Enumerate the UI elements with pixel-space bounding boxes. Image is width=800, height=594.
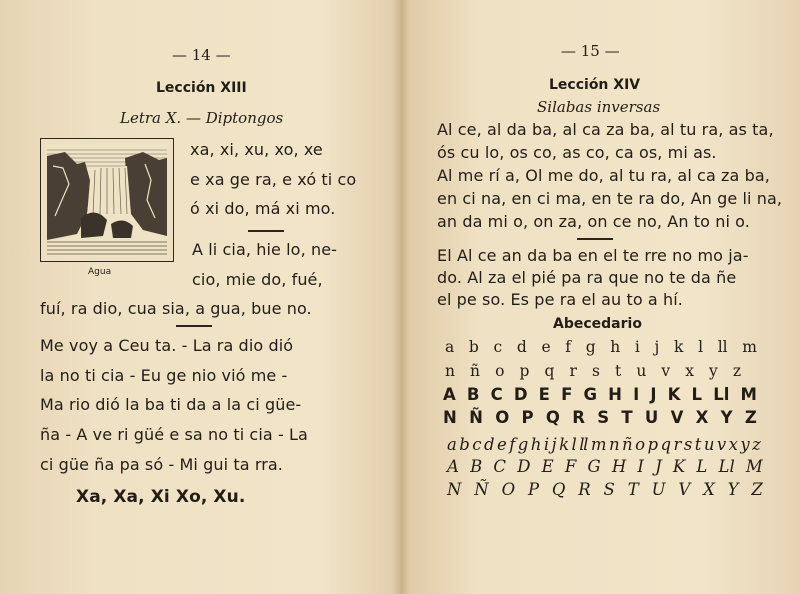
- syllable-line: Al me rí a, Ol me do, al tu ra, al ca za ba,: [437, 166, 770, 185]
- syllable-line: ós cu lo, os co, as co, ca os, mi as.: [437, 143, 717, 162]
- text-line: cio, mie do, fué,: [192, 270, 323, 289]
- alphabet-letter: Ll: [718, 457, 735, 476]
- text-line: ci güe ña pa só - Mi gui ta rra.: [40, 455, 283, 474]
- text-line: e xa ge ra, e xó ti co: [190, 170, 357, 189]
- alphabet-letter: c: [493, 338, 503, 356]
- alphabet-letter: M: [745, 457, 763, 476]
- lesson-subtitle: Letra X. — Diptongos: [120, 109, 284, 127]
- alphabet-letter: U: [644, 408, 659, 427]
- alphabet-title: Abecedario: [553, 316, 642, 332]
- divider: [176, 325, 212, 327]
- alphabet-letter: ll: [717, 338, 728, 356]
- alphabet-letter: e: [541, 338, 551, 356]
- alphabet-letter: J: [655, 457, 662, 476]
- alphabet-letter: F: [561, 385, 573, 404]
- alphabet-letter: D: [517, 457, 531, 476]
- alphabet-letter: I: [633, 385, 640, 404]
- alphabet-letter: G: [583, 385, 598, 404]
- waterfall-landscape-icon: [46, 144, 168, 256]
- text-line: la no ti cia - Eu ge nio vió me -: [40, 366, 288, 385]
- alphabet-letter: J: [650, 385, 657, 404]
- alphabet-letter: b: [468, 338, 479, 356]
- alphabet-letter: Z: [744, 408, 757, 427]
- alphabet-letter: X: [703, 480, 715, 499]
- alphabet-letter: K: [672, 457, 686, 476]
- alphabet-letter: K: [667, 385, 681, 404]
- alphabet-letter: g: [585, 338, 596, 356]
- alphabet-letter: L: [696, 457, 708, 476]
- alphabet-letter: s: [591, 362, 600, 380]
- alphabet-letter: O: [501, 480, 516, 499]
- alphabet-row-italic-upper-n: [447, 480, 763, 499]
- alphabet-letter: A: [447, 457, 459, 476]
- alphabet-letter: D: [513, 385, 528, 404]
- alphabet-letter: Y: [720, 408, 733, 427]
- alphabet-letter: v: [661, 362, 671, 380]
- alphabet-letter: S: [603, 480, 615, 499]
- illustration-frame: [40, 138, 174, 262]
- alphabet-letter: Ll: [713, 385, 730, 404]
- alphabet-letter: p: [519, 362, 530, 380]
- alphabet-row-upper-n: [443, 408, 757, 427]
- alphabet-letter: V: [670, 408, 684, 427]
- alphabet-letter: h: [610, 338, 621, 356]
- alphabet-letter: u: [636, 362, 647, 380]
- alphabet-letter: y: [709, 362, 718, 380]
- alphabet-letter: f: [565, 338, 572, 356]
- alphabet-letter: m: [742, 338, 757, 356]
- alphabet-letter: F: [564, 457, 577, 476]
- alphabet-letter: P: [521, 408, 534, 427]
- alphabet-letter: r: [569, 362, 577, 380]
- alphabet-letter: M: [740, 385, 757, 404]
- alphabet-row-italic-upper-a: [447, 457, 763, 476]
- alphabet-letter: P: [527, 480, 540, 499]
- text-line: ña - A ve ri güé e sa no ti cia - La: [40, 425, 308, 444]
- alphabet-letter: N: [447, 480, 462, 499]
- alphabet-letter: C: [490, 385, 503, 404]
- alphabet-row-lower-n: [445, 362, 741, 380]
- lesson-subtitle: Silabas inversas: [537, 98, 661, 116]
- alphabet-letter: n: [445, 362, 455, 380]
- alphabet-letter: H: [611, 457, 627, 476]
- divider: [577, 238, 613, 240]
- alphabet-letter: o: [495, 362, 505, 380]
- alphabet-letter: H: [608, 385, 622, 404]
- final-line: Xa, Xa, Xi Xo, Xu.: [76, 487, 246, 507]
- alphabet-letter: T: [621, 408, 633, 427]
- alphabet-letter: R: [572, 408, 585, 427]
- alphabet-letter: I: [637, 457, 644, 476]
- alphabet-letter: d: [516, 338, 527, 356]
- alphabet-letter: E: [538, 385, 550, 404]
- alphabet-letter: z: [732, 362, 741, 380]
- page-number: — 14 —: [172, 46, 231, 64]
- alphabet-letter: S: [597, 408, 610, 427]
- sentence-line: el pe so. Es pe ra el au to a hí.: [437, 290, 683, 309]
- text-line: A li cia, hie lo, ne-: [192, 240, 338, 259]
- syllable-line: en ci na, en ci ma, en te ra do, An ge li na,: [437, 189, 783, 208]
- alphabet-letter: a b c d e f g h i j k l ll m n ñ o p q r s t u v x y z: [447, 435, 760, 454]
- sentence-line: do. Al za el pié pa ra que no te da ñe: [437, 268, 737, 287]
- divider: [248, 230, 284, 232]
- alphabet-letter: Q: [545, 408, 560, 427]
- syllable-line: an da mi o, on za, on ce no, An to ni o.: [437, 212, 750, 231]
- alphabet-row-cursive: [447, 435, 761, 454]
- alphabet-letter: x: [685, 362, 694, 380]
- sentence-line: El Al ce an da ba en el te rre no mo ja-: [437, 246, 749, 265]
- text-line: fuí, ra dio, cua sia, a gua, bue no.: [40, 299, 312, 318]
- alphabet-letter: k: [674, 338, 684, 356]
- lesson-title: Lección XIII: [156, 80, 247, 96]
- alphabet-letter: t: [615, 362, 622, 380]
- alphabet-letter: U: [651, 480, 666, 499]
- alphabet-letter: C: [493, 457, 507, 476]
- alphabet-letter: q: [544, 362, 555, 380]
- alphabet-letter: i: [634, 338, 640, 356]
- alphabet-letter: R: [578, 480, 591, 499]
- alphabet-letter: E: [541, 457, 554, 476]
- illustration-caption: Agua: [88, 267, 112, 277]
- alphabet-letter: a: [445, 338, 455, 356]
- alphabet-row-upper-a: [443, 385, 757, 404]
- text-line: Me voy a Ceu ta. - La ra dio dió: [40, 336, 294, 355]
- alphabet-letter: l: [698, 338, 704, 356]
- right-page: [401, 0, 800, 594]
- syllable-line: Al ce, al da ba, al ca za ba, al tu ra, as ta,: [437, 120, 774, 139]
- alphabet-letter: B: [466, 385, 480, 404]
- text-line: ó xi do, má xi mo.: [190, 199, 336, 218]
- alphabet-letter: Ñ: [469, 408, 483, 427]
- alphabet-letter: Ñ: [474, 480, 489, 499]
- alphabet-letter: B: [470, 457, 483, 476]
- text-line: xa, xi, xu, xo, xe: [190, 140, 323, 159]
- alphabet-letter: T: [627, 480, 639, 499]
- page-number: — 15 —: [561, 42, 620, 60]
- alphabet-letter: j: [654, 338, 660, 356]
- alphabet-letter: V: [678, 480, 691, 499]
- alphabet-letter: N: [443, 408, 457, 427]
- lesson-title: Lección XIV: [549, 77, 641, 93]
- alphabet-letter: L: [691, 385, 703, 404]
- text-line: Ma rio dió la ba ti da a la ci güe-: [40, 395, 302, 414]
- alphabet-row-lower-a: [445, 338, 757, 356]
- alphabet-letter: Q: [551, 480, 566, 499]
- alphabet-letter: G: [587, 457, 601, 476]
- alphabet-letter: A: [443, 385, 456, 404]
- alphabet-letter: ñ: [470, 362, 481, 380]
- alphabet-letter: X: [695, 408, 709, 427]
- alphabet-letter: Z: [751, 480, 763, 499]
- alphabet-letter: Y: [727, 480, 739, 499]
- alphabet-letter: O: [495, 408, 510, 427]
